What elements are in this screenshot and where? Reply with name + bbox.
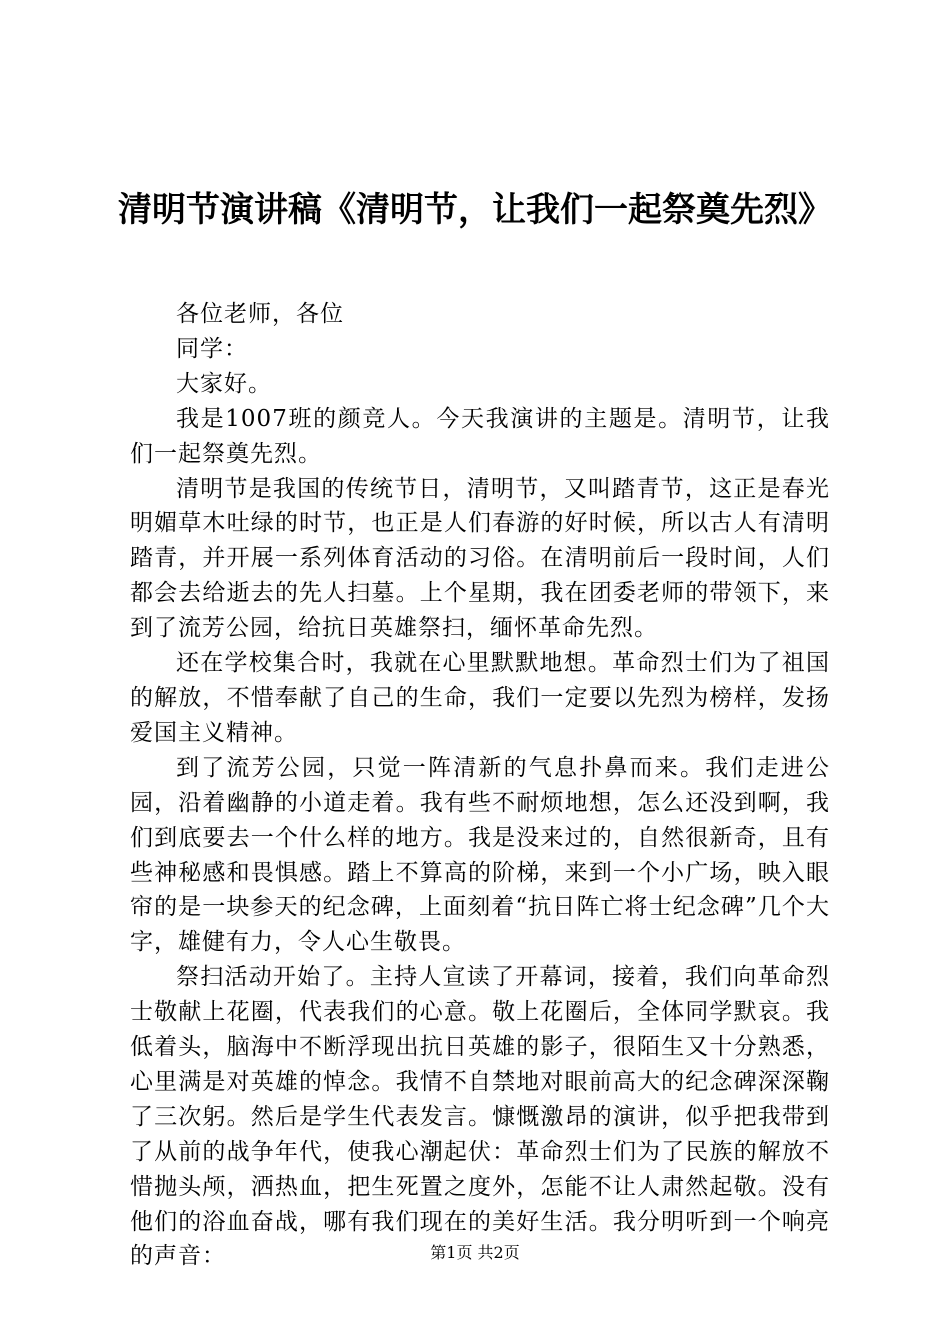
greeting-line-3: 大家好。 [176,370,272,397]
paragraph-park: 到了流芳公园，只觉一阵清新的气息扑鼻而来。我们走进公园，沿着幽静的小道走着。我有些不耐烦地想，怎么还没到啊，我们到底要去一个什么样的地方。我是没来过的，自然很新奇，且有些神秘感和畏惧感。踏上不算高的阶梯，来到一个小广场，映入眼帘的是一块参天的纪念碑，上面刻着“抗日阵亡将士纪念碑”几个大字，雄健有力，令人心生敬畏。 [130,754,830,956]
greeting-line-1: 各位老师，各位 [176,301,344,327]
paragraph-ceremony: 祭扫活动开始了。主持人宣读了开幕词，接着，我们向革命烈士敬献上花圈，代表我们的心意。敬上花圈后，全体同学默哀。我低着头，脑海中不断浮现出抗日英雄的影子，很陌生又十分熟悉，心里满是对英雄的悼念。我情不自禁地对眼前高大的纪念碑深深鞠了三次躬。然后是学生代表发言。慷慨激昂的演讲，似乎把我带到了从前的战争年代，使我心潮起伏：革命烈士们为了民族的解放不惜抛头颅，洒热血，把生死置之度外，怎能不让人肃然起敬。没有他们的浴血奋战，哪有我们现在的美好生活。我分明听到一个响亮的声音： [130,964,830,1270]
document-body [130,297,830,1274]
document-title: 清明节演讲稿《清明节，让我们一起祭奠先烈》 [118,190,832,230]
paragraph-qingming: 清明节是我国的传统节日，清明节，又叫踏青节，这正是春光明媚草木吐绿的时节，也正是人们春游的好时候，所以古人有清明踏青，并开展一系列体育活动的习俗。在清明前后一段时间，人们都会去给逝去的先人扫墓。上个星期，我在团委老师的带领下，来到了流芳公园，给抗日英雄祭扫，缅怀革命先烈。 [130,475,830,642]
paragraph-introduction: 我是1007班的颜竞人。今天我演讲的主题是。清明节，让我们一起祭奠先烈。 [130,405,830,467]
greeting-line-2: 同学： [176,335,248,362]
paragraph-assembly: 还在学校集合时，我就在心里默默地想。革命烈士们为了祖国的解放，不惜奉献了自己的生命，我们一定要以先烈为榜样，发扬爱国主义精神。 [130,650,830,746]
page-number-footer: 第1页 共2页 [430,1243,520,1262]
